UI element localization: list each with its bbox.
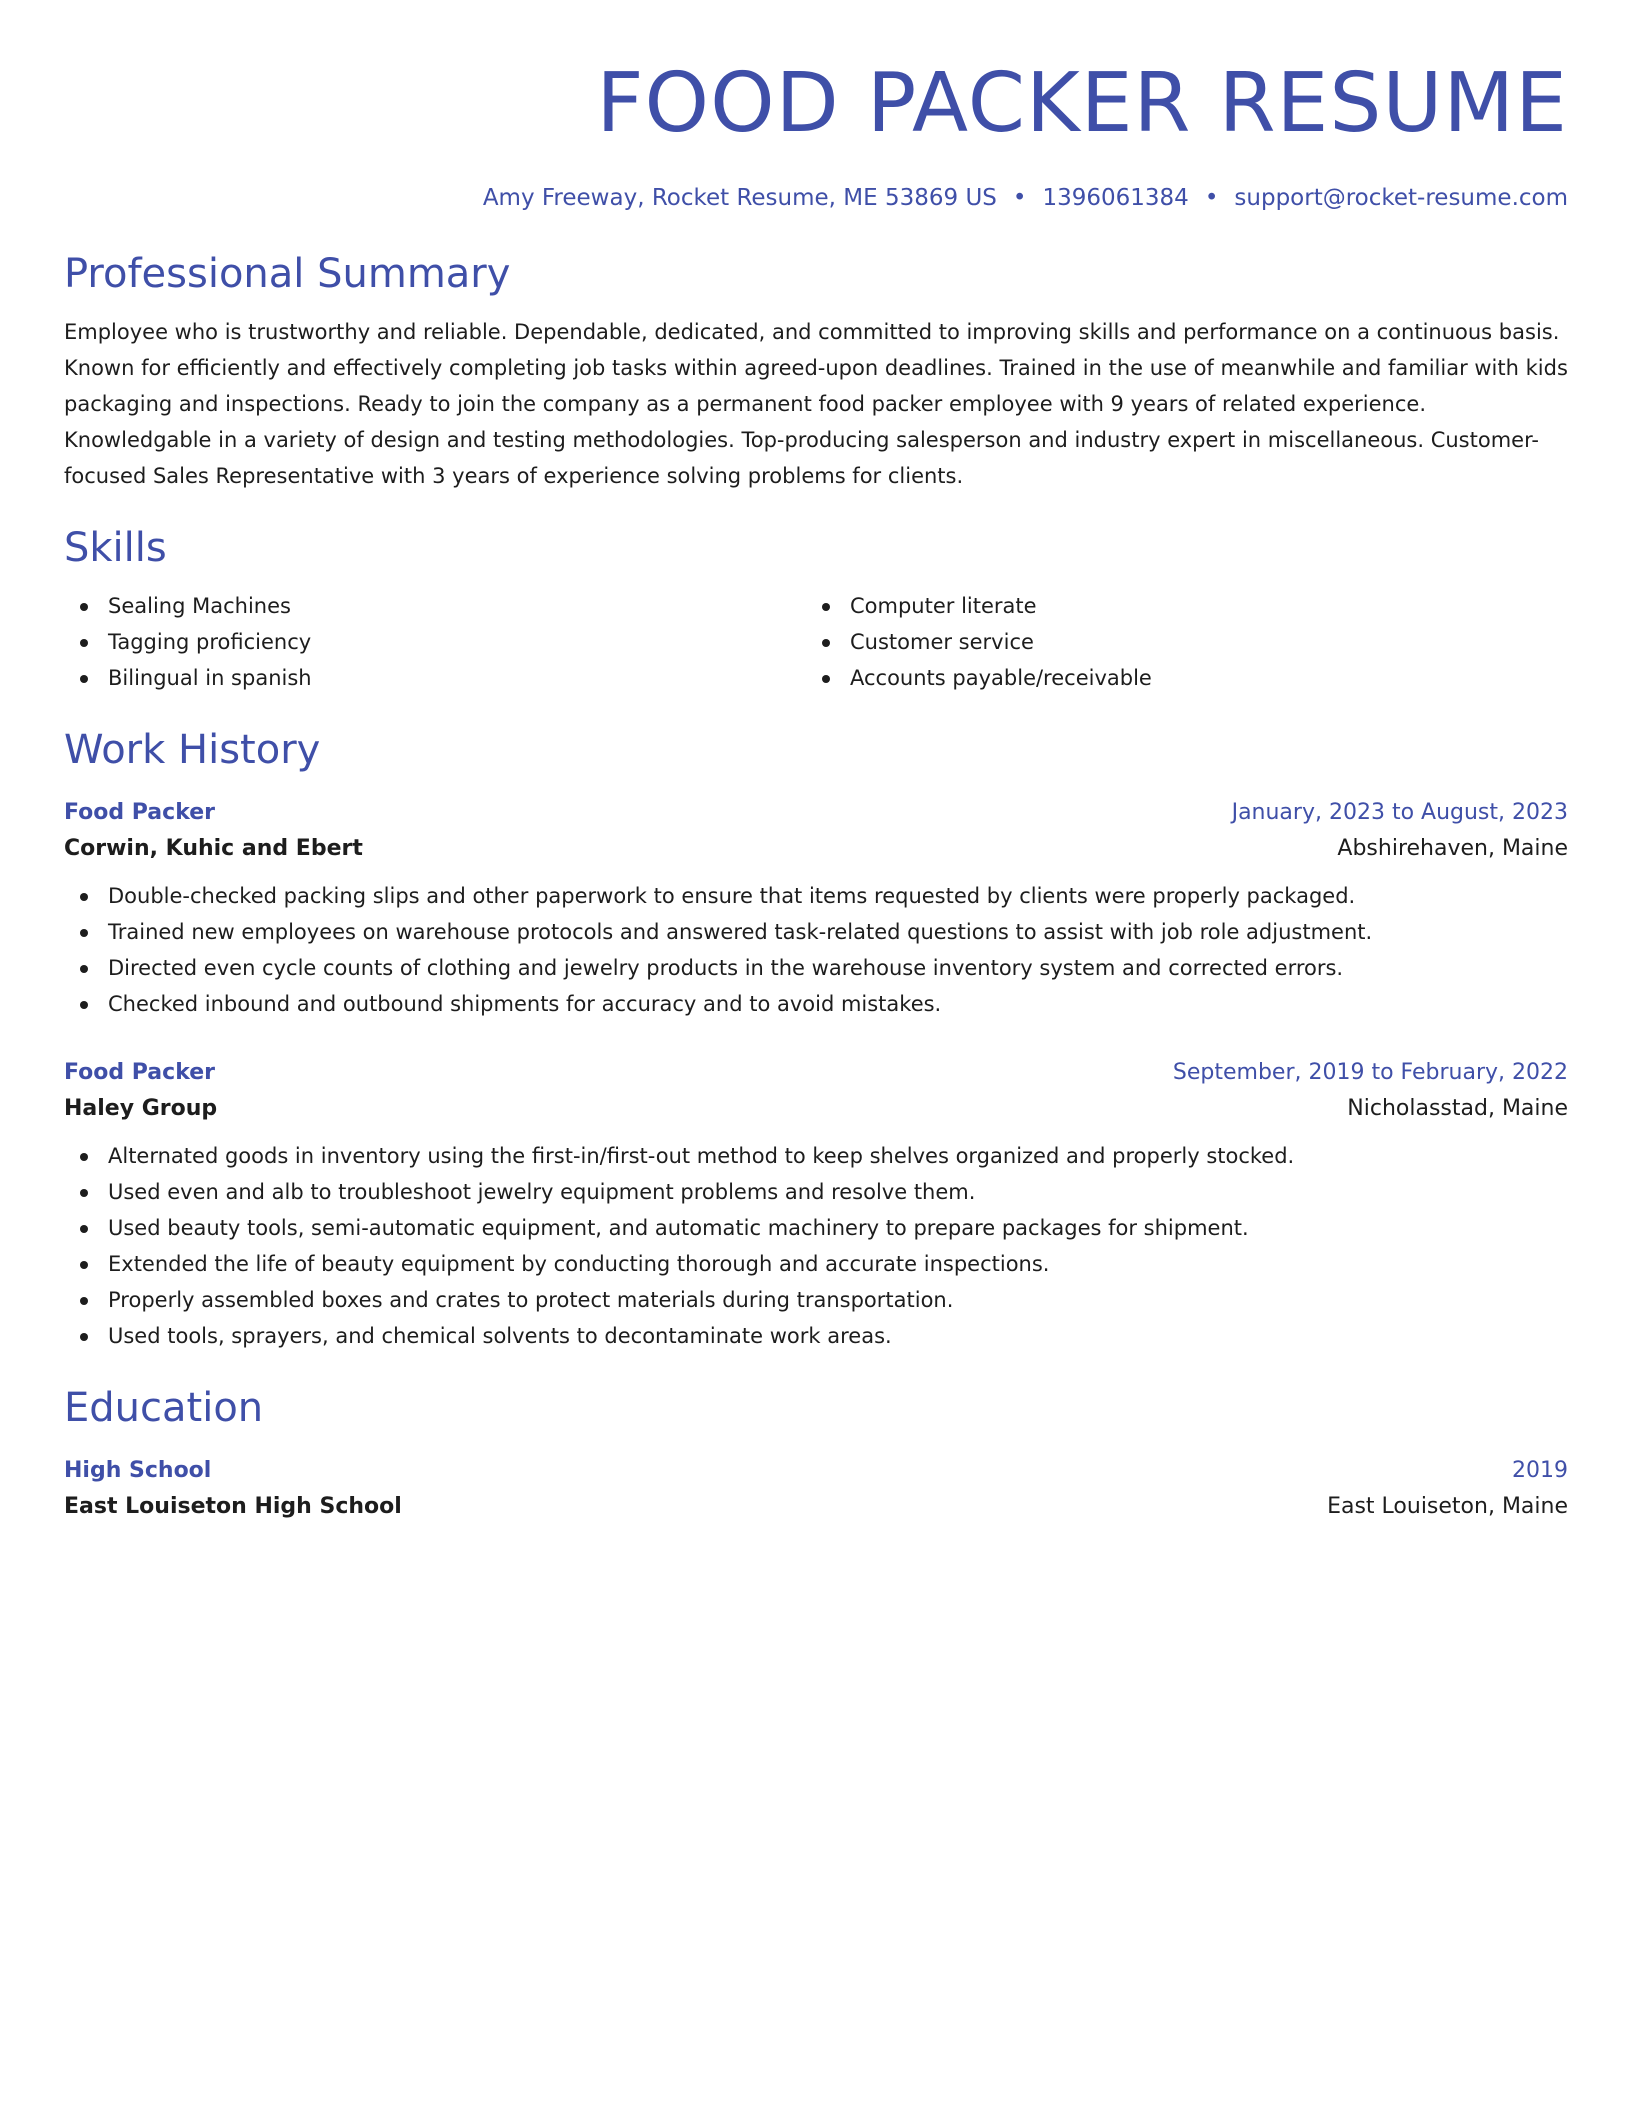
skills-column-right (806, 588, 1548, 696)
skill-item: Bilingual in spanish (64, 660, 806, 696)
job-dates: January, 2023 to August, 2023 (1231, 800, 1568, 825)
contact-separator: • (1012, 185, 1027, 211)
job-dates: September, 2019 to February, 2022 (1172, 1060, 1568, 1085)
job-bullet: Used even and alb to troubleshoot jewelry equipment problems and resolve them. (64, 1174, 1568, 1210)
skills-heading: Skills (64, 525, 167, 571)
skill-item: Accounts payable/receivable (806, 660, 1548, 696)
job-subheader (64, 1090, 1568, 1128)
education-degree: High School (64, 1458, 212, 1483)
job-header (64, 796, 1568, 830)
job-company: Corwin, Kuhic and Ebert (64, 836, 363, 861)
job-header (64, 1056, 1568, 1090)
summary-heading: Professional Summary (64, 251, 511, 297)
job-location: Nicholasstad, Maine (1347, 1096, 1568, 1121)
job-bullet: Properly assembled boxes and crates to protect materials during transportation. (64, 1282, 1568, 1318)
job-title: Food Packer (64, 1060, 216, 1085)
education-school: East Louiseton High School (64, 1494, 402, 1519)
contact-phone: 1396061384 (1042, 185, 1189, 211)
job-bullet: Used beauty tools, semi-automatic equipment, and automatic machinery to prepare packages for shipment. (64, 1210, 1568, 1246)
work-history-heading: Work History (64, 727, 321, 773)
skills-column-left (64, 588, 806, 696)
job-bullet: Alternated goods in inventory using the first-in/first-out method to keep shelves organized and properly stocked. (64, 1138, 1568, 1174)
contact-line (64, 182, 1568, 214)
skill-item: Tagging proficiency (64, 624, 806, 660)
contact-address: Amy Freeway, Rocket Resume, ME 53869 US (482, 185, 997, 211)
education-entry (64, 1454, 1568, 1526)
education-location: East Louiseton, Maine (1327, 1494, 1568, 1519)
job-bullet: Double-checked packing slips and other paperwork to ensure that items requested by clients were properly packaged. (64, 878, 1568, 914)
skill-item: Computer literate (806, 588, 1548, 624)
contact-separator: • (1204, 185, 1219, 211)
resume-page (64, 0, 1568, 1526)
education-subheader (64, 1488, 1568, 1526)
job-bullet: Trained new employees on warehouse protocols and answered task-related questions to assist with job role adjustment. (64, 914, 1568, 950)
job-bullet: Used tools, sprayers, and chemical solvents to decontaminate work areas. (64, 1318, 1568, 1354)
job-entry (64, 1056, 1568, 1354)
skill-item: Customer service (806, 624, 1548, 660)
resume-title: FOOD PACKER RESUME (596, 56, 1568, 151)
job-title: Food Packer (64, 800, 216, 825)
education-year: 2019 (1512, 1458, 1568, 1483)
contact-email[interactable]: support@rocket-resume.com (1234, 185, 1568, 211)
job-entry (64, 796, 1568, 1022)
education-heading: Education (64, 1385, 264, 1431)
job-subheader (64, 830, 1568, 868)
job-bullets (64, 1138, 1568, 1354)
job-bullets (64, 878, 1568, 1022)
summary-text: Employee who is trustworthy and reliable. Dependable, dedicated, and committed to improving skills and performance on a continuous basis. Known for efficiently and effectively completing job tasks within agreed-upon deadlines. Trained in the use of meanwhile and familiar with kids packaging and inspections. Ready to join the company as a permanent food packer employee with 9 years of related experience. Knowledgable in a variety of design and testing methodologies. Top-producing salesperson and industry expert in miscellaneous. Customer-focused Sales Representative with 3 years of experience solving problems for clients. (64, 320, 1568, 488)
job-bullet: Checked inbound and outbound shipments for accuracy and to avoid mistakes. (64, 986, 1568, 1022)
job-bullet: Directed even cycle counts of clothing and jewelry products in the warehouse inventory system and corrected errors. (64, 950, 1568, 986)
education-header (64, 1454, 1568, 1488)
job-location: Abshirehaven, Maine (1337, 836, 1568, 861)
skills-list (64, 588, 1568, 696)
job-bullet: Extended the life of beauty equipment by conducting thorough and accurate inspections. (64, 1246, 1568, 1282)
skill-item: Sealing Machines (64, 588, 806, 624)
job-company: Haley Group (64, 1096, 218, 1121)
